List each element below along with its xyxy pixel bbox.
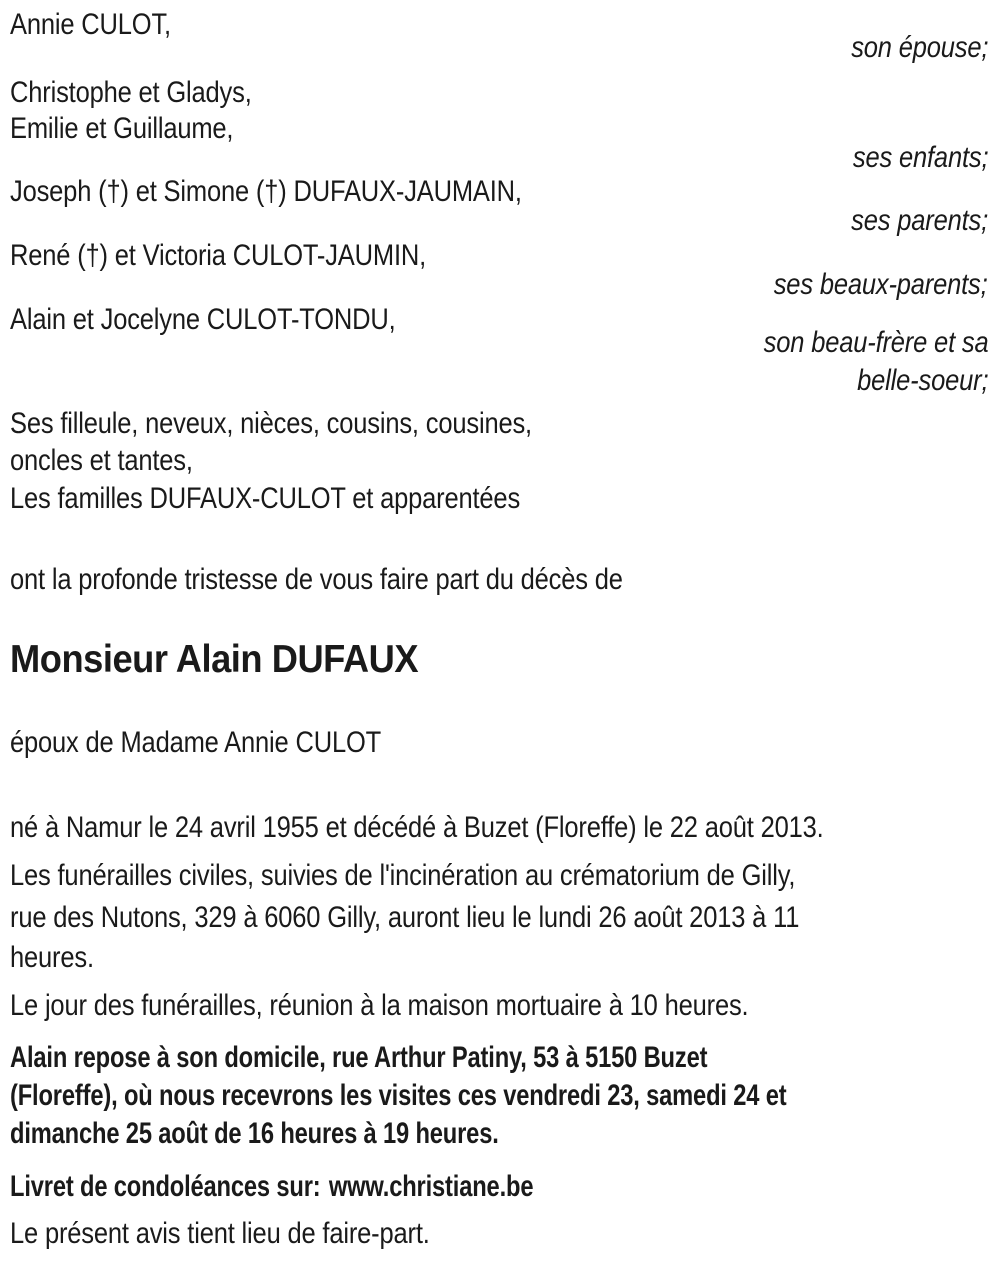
- visitation-line: (Floreffe), où nous recevrons les visites ces vendredi 23, samedi 24 et: [10, 1079, 787, 1112]
- relative-names-line: Ses filleule, neveux, nièces, cousins, cousines,: [10, 407, 532, 440]
- funeral-details-line: Les funérailles civiles, suivies de l'incinération au crématorium de Gilly,: [10, 859, 796, 892]
- relative-names-line: oncles et tantes,: [10, 444, 193, 477]
- funeral-details-line: heures.: [10, 941, 94, 974]
- gathering-line: Le jour des funérailles, réunion à la maison mortuaire à 10 heures.: [10, 989, 749, 1022]
- relation-label: son épouse;: [850, 31, 988, 64]
- condolences-label: Livret de condoléances sur:: [10, 1170, 321, 1203]
- relative-names-line: Emilie et Guillaume,: [10, 112, 234, 145]
- spouse-line: époux de Madame Annie CULOT: [10, 726, 382, 759]
- relation-label: ses enfants;: [852, 141, 988, 174]
- funeral-details-line: rue des Nutons, 329 à 6060 Gilly, auront lieu le lundi 26 août 2013 à 11: [10, 901, 800, 934]
- relative-names-line: Joseph (†) et Simone (†) DUFAUX-JAUMAIN,: [10, 175, 522, 208]
- relative-names-line: René (†) et Victoria CULOT-JAUMIN,: [10, 239, 427, 272]
- condolences-line: [10, 1170, 533, 1203]
- visitation-line: dimanche 25 août de 16 heures à 19 heures.: [10, 1117, 499, 1150]
- closing-line: Le présent avis tient lieu de faire-part.: [10, 1217, 430, 1250]
- relative-names-line: Annie CULOT,: [10, 8, 171, 41]
- relative-names-line: Christophe et Gladys,: [10, 76, 252, 109]
- relative-names-line: Les familles DUFAUX-CULOT et apparentées: [10, 482, 521, 515]
- relation-label: son beau-frère et sa: [763, 326, 988, 359]
- relation-label: ses beaux-parents;: [774, 268, 988, 301]
- relative-names-line: Alain et Jocelyne CULOT-TONDU,: [10, 303, 396, 336]
- birth-death-line: né à Namur le 24 avril 1955 et décédé à Buzet (Floreffe) le 22 août 2013.: [10, 811, 824, 844]
- condolence-website-link[interactable]: www.christiane.be: [328, 1170, 534, 1203]
- announcement-intro: ont la profonde tristesse de vous faire part du décès de: [10, 563, 623, 596]
- relation-label: ses parents;: [851, 204, 988, 237]
- visitation-line: Alain repose à son domicile, rue Arthur Patiny, 53 à 5150 Buzet: [10, 1041, 708, 1074]
- deceased-name-title: Monsieur Alain DUFAUX: [10, 638, 419, 681]
- relation-label: belle-soeur;: [856, 364, 988, 397]
